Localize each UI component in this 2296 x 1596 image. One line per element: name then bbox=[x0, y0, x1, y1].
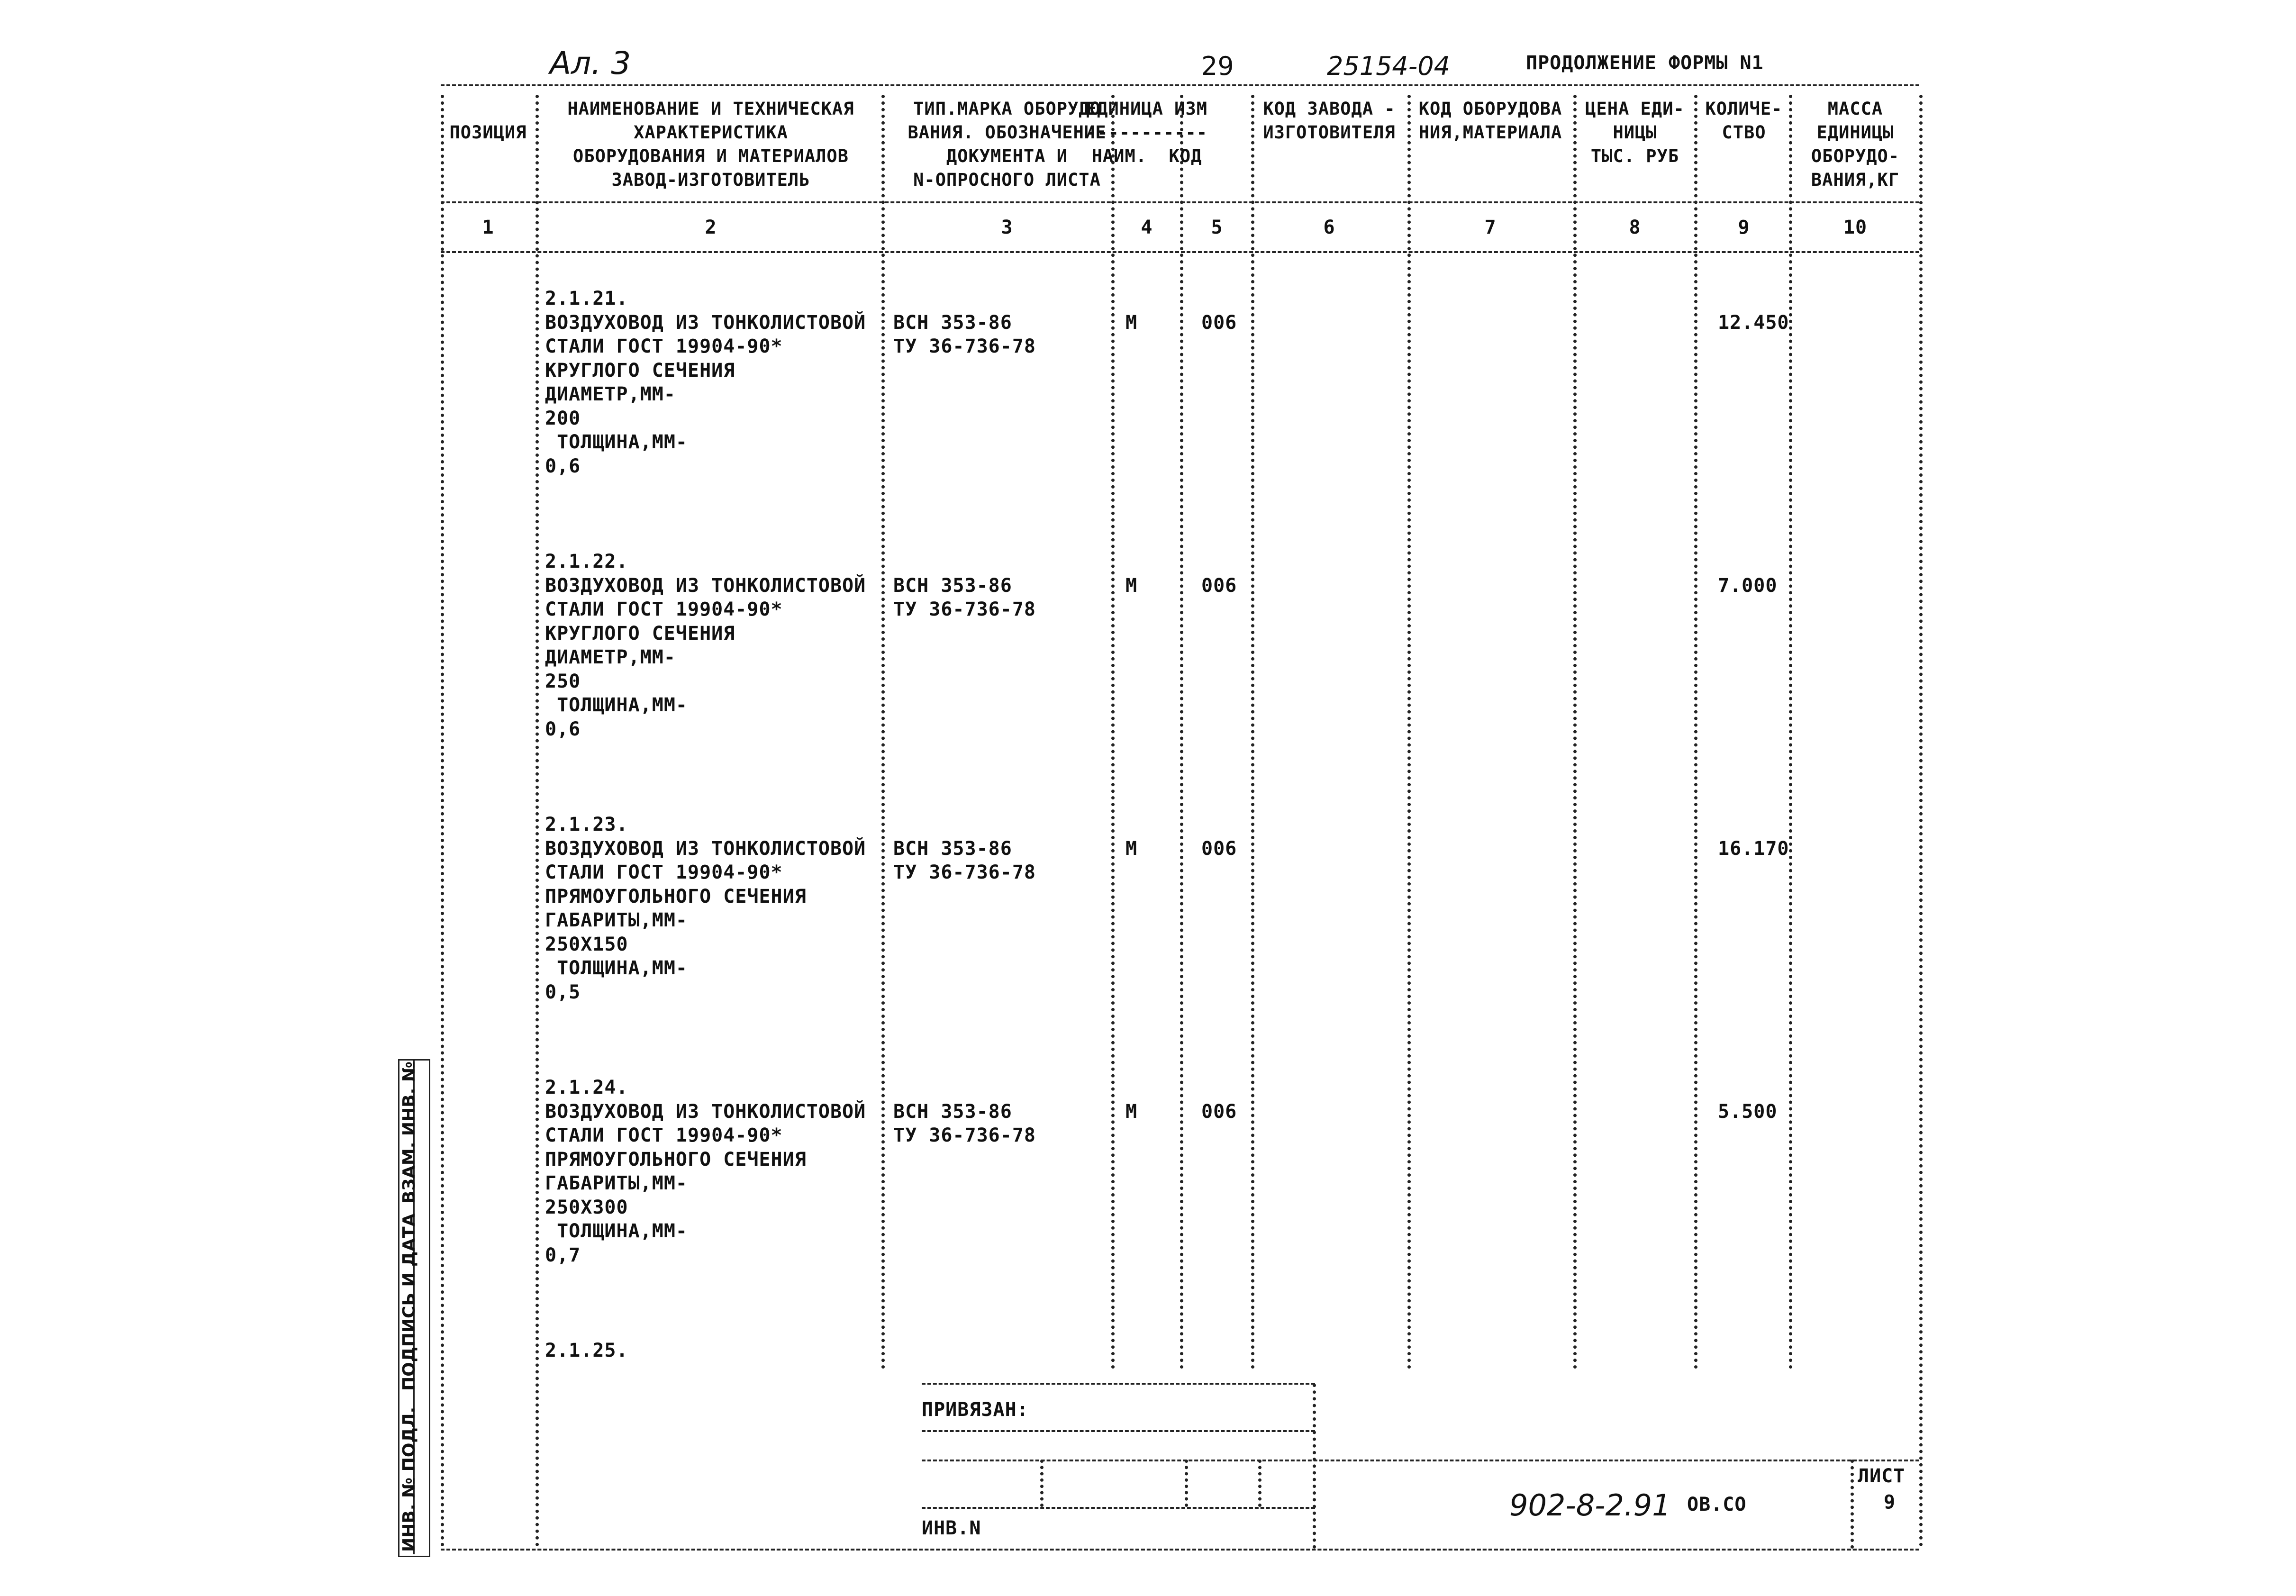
item-name-line: КРУГЛОГО СЕЧЕНИЯ bbox=[545, 359, 735, 381]
column-number-6: 6 bbox=[1323, 217, 1335, 238]
item-position: 2.1.21. bbox=[545, 288, 628, 309]
column-separator-9 bbox=[1789, 95, 1792, 1369]
sheet-label: ЛИСТ bbox=[1858, 1465, 1906, 1487]
item-unit-name: М bbox=[1125, 311, 1138, 334]
item-quantity: 12.450 bbox=[1718, 311, 1789, 334]
item-name-line: ГАБАРИТЫ,ММ- bbox=[545, 909, 688, 931]
table-rule-0 bbox=[441, 84, 1919, 86]
column-separator-1 bbox=[535, 95, 539, 1547]
item-name-line: КРУГЛОГО СЕЧЕНИЯ bbox=[545, 622, 735, 644]
column-separator-4 bbox=[1180, 95, 1183, 1369]
stamp-separator-4 bbox=[1851, 1460, 1854, 1549]
column-header-3-line-4: N-ОПРОСНОГО ЛИСТА bbox=[913, 170, 1101, 190]
column-header-8-line-2: НИЦЫ bbox=[1613, 122, 1657, 143]
item-name-line: ВОЗДУХОВОД ИЗ ТОНКОЛИСТОВОЙ bbox=[545, 311, 866, 334]
designation-suffix: ОВ.СО bbox=[1687, 1494, 1747, 1515]
side-stamp-inv-original: ИНВ. № ПОДЛ. bbox=[399, 1406, 419, 1552]
item-unit-name: М bbox=[1125, 574, 1138, 597]
stamp-separator-3 bbox=[1313, 1384, 1316, 1549]
column-separator-2 bbox=[881, 95, 885, 1369]
column-header-1-line-2: ПОЗИЦИЯ bbox=[449, 122, 527, 143]
item-name-line: ВОЗДУХОВОД ИЗ ТОНКОЛИСТОВОЙ bbox=[545, 574, 866, 597]
item-unit-name: М bbox=[1125, 1100, 1138, 1123]
form-title: ПРОДОЛЖЕНИЕ ФОРМЫ N1 bbox=[1526, 52, 1764, 74]
side-stamp-replacement-inv: ВЗАМ. ИНВ. № bbox=[399, 1061, 419, 1204]
column-header-10-line-2: ЕДИНИЦЫ bbox=[1816, 122, 1894, 143]
item-document: ВСН 353-86 bbox=[893, 311, 1012, 334]
stamp-separator-1 bbox=[1185, 1460, 1188, 1507]
column-header-8-line-1: ЦЕНА ЕДИ- bbox=[1585, 99, 1685, 119]
column-number-3: 3 bbox=[1001, 217, 1013, 238]
column-header-3-line-3: ДОКУМЕНТА И bbox=[946, 146, 1068, 166]
item-unit-code: 006 bbox=[1201, 837, 1237, 860]
item-name-line: 0,5 bbox=[545, 981, 581, 1003]
item-name-line: СТАЛИ ГОСТ 19904-90* bbox=[545, 1124, 783, 1146]
stamp-rule-1 bbox=[922, 1430, 1315, 1432]
column-header-8-line-3: ТЫС. РУБ bbox=[1590, 146, 1679, 166]
column-header-2-line-4: ЗАВОД-ИЗГОТОВИТЕЛЬ bbox=[611, 170, 810, 190]
column-separator-10 bbox=[1919, 95, 1923, 1547]
item-name-line: ТОЛЩИНА,ММ- bbox=[545, 957, 688, 979]
item-name-line: 0,6 bbox=[545, 455, 581, 477]
bound-label: ПРИВЯЗАН: bbox=[922, 1399, 1029, 1421]
page-number: 29 bbox=[1201, 51, 1234, 81]
column-header-4-line-2: ----------- bbox=[1086, 122, 1208, 143]
column-number-2: 2 bbox=[705, 217, 717, 238]
item-position-next: 2.1.25. bbox=[545, 1340, 628, 1361]
item-document: ВСН 353-86 bbox=[893, 837, 1012, 860]
column-header-10-line-4: ВАНИЯ,КГ bbox=[1811, 170, 1900, 190]
item-name-line: ТОЛЩИНА,ММ- bbox=[545, 694, 688, 716]
column-number-8: 8 bbox=[1629, 217, 1641, 238]
doc-number: 25154-04 bbox=[1327, 51, 1450, 81]
item-position: 2.1.23. bbox=[545, 814, 628, 835]
item-name-line: 250Х300 bbox=[545, 1196, 628, 1218]
stamp-separator-2 bbox=[1258, 1460, 1261, 1507]
item-name-line: СТАЛИ ГОСТ 19904-90* bbox=[545, 598, 783, 620]
column-header-10-line-3: ОБОРУДО- bbox=[1811, 146, 1900, 166]
item-document: ВСН 353-86 bbox=[893, 1100, 1012, 1123]
item-document: ТУ 36-736-78 bbox=[893, 861, 1036, 883]
column-separator-5 bbox=[1251, 95, 1254, 1369]
item-unit-code: 006 bbox=[1201, 311, 1237, 334]
column-header-2-line-2: ХАРАКТЕРИСТИКА bbox=[634, 122, 788, 143]
stamp-rule-2 bbox=[922, 1460, 1919, 1461]
item-unit-code: 006 bbox=[1201, 1100, 1237, 1123]
column-header-3-line-2: ВАНИЯ. ОБОЗНАЧЕНИЕ bbox=[908, 122, 1107, 143]
column-number-4: 4 bbox=[1141, 217, 1153, 238]
column-separator-7 bbox=[1573, 95, 1577, 1369]
item-name-line: СТАЛИ ГОСТ 19904-90* bbox=[545, 861, 783, 883]
column-separator-8 bbox=[1694, 95, 1697, 1369]
sheet-number: 9 bbox=[1884, 1491, 1896, 1513]
column-separator-0 bbox=[441, 95, 444, 1547]
item-name-line: ДИАМЕТР,ММ- bbox=[545, 383, 676, 405]
column-header-7-line-2: НИЯ,МАТЕРИАЛА bbox=[1418, 122, 1562, 143]
item-name-line: ТОЛЩИНА,ММ- bbox=[545, 431, 688, 453]
item-position: 2.1.24. bbox=[545, 1077, 628, 1098]
column-header-3-line-1: ТИП.МАРКА ОБОРУДО bbox=[913, 99, 1101, 119]
column-header-10-line-1: МАССА bbox=[1827, 99, 1883, 119]
item-name-line: ДИАМЕТР,ММ- bbox=[545, 646, 676, 668]
item-name-line: ПРЯМОУГОЛЬНОГО СЕЧЕНИЯ bbox=[545, 885, 807, 907]
item-name-line: 250Х150 bbox=[545, 933, 628, 955]
stamp-rule-3 bbox=[922, 1507, 1315, 1509]
column-number-9: 9 bbox=[1738, 217, 1750, 238]
column-header-6-line-1: КОД ЗАВОДА - bbox=[1263, 99, 1396, 119]
column-header-2-line-3: ОБОРУДОВАНИЯ И МАТЕРИАЛОВ bbox=[573, 146, 849, 166]
item-name-line: 0,7 bbox=[545, 1244, 581, 1266]
item-unit-name: М bbox=[1125, 837, 1138, 860]
item-unit-code: 006 bbox=[1201, 574, 1237, 597]
stamp-rule-4 bbox=[441, 1549, 1919, 1551]
item-name-line: ГАБАРИТЫ,ММ- bbox=[545, 1172, 688, 1194]
column-number-10: 10 bbox=[1843, 217, 1868, 238]
column-header-4-line-3: НАИМ. КОД bbox=[1091, 146, 1202, 166]
column-header-9-line-1: КОЛИЧЕ- bbox=[1705, 99, 1783, 119]
column-header-2-line-1: НАИМЕНОВАНИЕ И ТЕХНИЧЕСКАЯ bbox=[567, 99, 854, 119]
item-name-line: СТАЛИ ГОСТ 19904-90* bbox=[545, 336, 783, 357]
stamp-separator-0 bbox=[1040, 1460, 1044, 1507]
item-name-line: 200 bbox=[545, 407, 581, 429]
item-name-line: 250 bbox=[545, 670, 581, 692]
item-document: ВСН 353-86 bbox=[893, 574, 1012, 597]
side-stamp-signature-date: ПОДПИСЬ И ДАТА bbox=[399, 1213, 419, 1391]
item-document: ТУ 36-736-78 bbox=[893, 1124, 1036, 1146]
column-header-6-line-2: ИЗГОТОВИТЕЛЯ bbox=[1263, 122, 1396, 143]
item-quantity: 16.170 bbox=[1718, 837, 1789, 860]
designation: 902-8-2.91 bbox=[1509, 1488, 1671, 1523]
item-name-line: ВОЗДУХОВОД ИЗ ТОНКОЛИСТОВОЙ bbox=[545, 837, 866, 860]
column-separator-6 bbox=[1407, 95, 1411, 1369]
item-document: ТУ 36-736-78 bbox=[893, 336, 1036, 357]
column-number-5: 5 bbox=[1211, 217, 1223, 238]
inventory-label: ИНВ.N bbox=[922, 1517, 981, 1539]
album-mark: Ал. 3 bbox=[550, 45, 631, 82]
item-name-line: ПРЯМОУГОЛЬНОГО СЕЧЕНИЯ bbox=[545, 1148, 807, 1170]
column-number-1: 1 bbox=[482, 217, 494, 238]
item-quantity: 5.500 bbox=[1718, 1100, 1778, 1123]
column-header-4-line-1: ЕДИНИЦА ИЗМ bbox=[1086, 99, 1208, 119]
item-name-line: ВОЗДУХОВОД ИЗ ТОНКОЛИСТОВОЙ bbox=[545, 1100, 866, 1123]
column-number-7: 7 bbox=[1484, 217, 1497, 238]
column-separator-3 bbox=[1111, 95, 1115, 1369]
column-header-7-line-1: КОД ОБОРУДОВА bbox=[1418, 99, 1562, 119]
item-quantity: 7.000 bbox=[1718, 574, 1778, 597]
column-header-9-line-2: СТВО bbox=[1722, 122, 1766, 143]
stamp-rule-0 bbox=[922, 1383, 1315, 1385]
item-position: 2.1.22. bbox=[545, 551, 628, 572]
item-name-line: ТОЛЩИНА,ММ- bbox=[545, 1220, 688, 1242]
item-document: ТУ 36-736-78 bbox=[893, 598, 1036, 620]
item-name-line: 0,6 bbox=[545, 718, 581, 740]
